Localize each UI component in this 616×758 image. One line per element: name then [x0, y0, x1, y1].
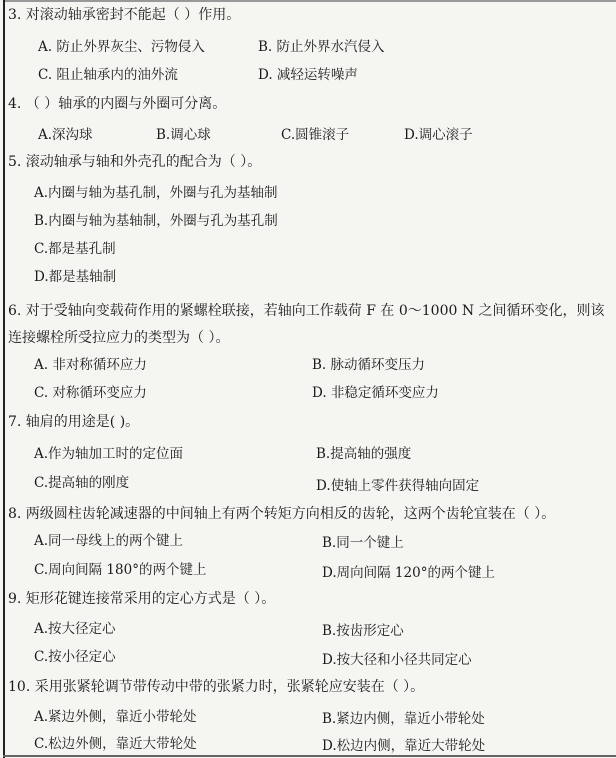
page-border-left [3, 0, 5, 758]
question-5-option-c[interactable]: C.都是基孔制 [34, 241, 116, 257]
question-4-option-d[interactable]: D.调心滚子 [404, 127, 473, 143]
question-6-option-b[interactable]: B. 脉动循环变压力 [312, 357, 426, 373]
question-5-option-b[interactable]: B.内圈与轴为基轴制，外圈与孔为基孔制 [34, 213, 278, 229]
question-3-option-d[interactable]: D. 减轻运转噪声 [258, 67, 358, 83]
question-4-option-b[interactable]: B.调心球 [156, 127, 211, 143]
question-8-stem: 8. 两级圆柱齿轮减速器的中间轴上有两个转矩方向相反的齿轮，这两个齿轮宜装在（ ）。 [8, 506, 556, 522]
question-6-option-d[interactable]: D. 非稳定循环变应力 [312, 385, 439, 401]
question-8-option-a[interactable]: A.同一母线上的两个键上 [34, 533, 184, 549]
question-3-option-c[interactable]: C. 阻止轴承内的油外流 [38, 67, 178, 83]
question-5-stem: 5. 滚动轴承与轴和外壳孔的配合为（ ）。 [8, 154, 262, 170]
question-5-option-a[interactable]: A.内圈与轴为基孔制，外圈与孔为基轴制 [34, 185, 278, 201]
question-6-option-a[interactable]: A. 非对称循环应力 [34, 357, 147, 373]
question-3-option-b[interactable]: B. 防止外界水汽侵入 [258, 39, 385, 55]
question-4-option-c[interactable]: C.圆锥滚子 [281, 127, 350, 143]
question-4-option-a[interactable]: A.深沟球 [38, 127, 93, 143]
page-border-top [3, 0, 616, 2]
question-8-option-d[interactable]: D.周向间隔 120°的两个键上 [322, 565, 495, 581]
question-9-option-c[interactable]: C.按小径定心 [34, 649, 116, 665]
question-3-stem: 3. 对滚动轴承密封不能起（ ）作用。 [8, 7, 241, 23]
question-9-stem: 9. 矩形花键连接常采用的定心方式是（ ）。 [8, 591, 276, 607]
question-9-option-b[interactable]: B.按齿形定心 [322, 623, 404, 639]
question-7-option-d[interactable]: D.使轴上零件获得轴向固定 [316, 478, 480, 494]
question-7-option-a[interactable]: A.作为轴加工时的定位面 [34, 446, 184, 462]
question-8-option-c[interactable]: C.周向间隔 180°的两个键上 [34, 562, 207, 578]
question-6-stem: 6. 对于受轴向变载荷作用的紧螺栓联接，若轴向工作载荷 F 在 0～1000 N 之间循环变化，则该连接螺栓所受拉应力的类型为（ ）。 [8, 303, 605, 346]
question-9-option-d[interactable]: D.按大径和小径共同定心 [322, 652, 472, 668]
question-10-option-b[interactable]: B.紧边内侧，靠近小带轮处 [322, 711, 485, 727]
question-4-stem: 4. （ ）轴承的内圈与外圈可分离。 [8, 96, 227, 112]
question-7-option-b[interactable]: B.提高轴的强度 [316, 446, 412, 462]
question-10-option-a[interactable]: A.紧边外侧，靠近小带轮处 [34, 709, 197, 725]
question-9-option-a[interactable]: A.按大径定心 [34, 621, 116, 637]
question-3-option-a[interactable]: A. 防止外界灰尘、污物侵入 [38, 39, 205, 55]
question-10-option-c[interactable]: C.松边外侧，靠近大带轮处 [34, 736, 197, 752]
question-10-stem: 10. 采用张紧轮调节带传动中带的张紧力时，张紧轮应安装在（ ）。 [8, 679, 425, 695]
page-border-bottom [3, 755, 616, 757]
question-6-option-c[interactable]: C. 对称循环变应力 [34, 385, 147, 401]
question-8-option-b[interactable]: B.同一个键上 [322, 535, 404, 551]
question-5-option-d[interactable]: D.都是基轴制 [34, 269, 117, 285]
question-7-option-c[interactable]: C.提高轴的刚度 [34, 475, 130, 491]
question-10-option-d[interactable]: D.松边内侧，靠近大带轮处 [322, 738, 486, 754]
question-7-stem: 7. 轴肩的用途是( )。 [8, 414, 140, 430]
